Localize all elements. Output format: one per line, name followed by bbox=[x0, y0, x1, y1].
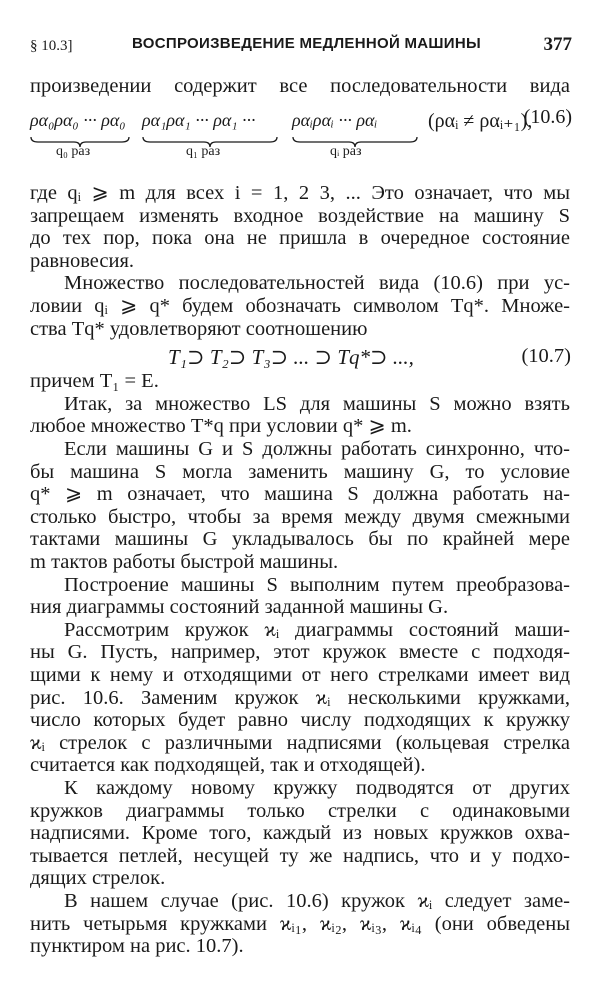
text-line: Множество последовательностей вида (10.6) при ус- bbox=[64, 272, 570, 294]
section-ref: § 10.3] bbox=[30, 38, 73, 54]
text-line: считается как подходящей, так и отходящей). bbox=[30, 754, 426, 776]
underbrace-label-i: qᵢ раз bbox=[330, 144, 362, 159]
equation-10-7: T₁⊃ T₂⊃ T₃⊃ ... ⊃ Tq*⊃ ..., bbox=[168, 345, 414, 369]
text-line: рис. 10.6. Заменим кружок ϰᵢ несколькими кружками, bbox=[30, 687, 570, 709]
underbrace-label-0: q₀ раз bbox=[56, 144, 91, 159]
text-line: столько быстро, чтобы за время между двумя смежными bbox=[30, 506, 570, 528]
text-line: q* ⩾ m означает, что машина S должна работать на- bbox=[30, 483, 570, 505]
text-line: причем T₁ = E. bbox=[30, 370, 159, 392]
text-line: дящих стрелок. bbox=[30, 867, 166, 889]
equation-number: (10.7) bbox=[521, 345, 571, 367]
text-line: ловии qᵢ ⩾ q* будем обозначать символом Tq*. Множе- bbox=[30, 295, 570, 317]
text-line: запрещаем изменять входное воздействие на машину S bbox=[30, 205, 570, 227]
text-line: бы машина S могла заменить машину G, то условие bbox=[30, 461, 570, 483]
formula-group-1: ρα₁ρα₁ ··· ρα₁ ··· bbox=[142, 110, 256, 130]
text-line: кружков диаграммы только стрелки с одинаковыми bbox=[30, 800, 570, 822]
formula-condition: (ραᵢ ≠ ραᵢ₊₁), bbox=[428, 110, 533, 132]
text-line: Итак, за множество LS для машины S можно взять bbox=[64, 393, 570, 415]
underbrace-label-1: q₁ раз bbox=[186, 144, 221, 159]
text-line: Построение машины S выполним путем преобразова- bbox=[64, 574, 570, 596]
text-line: ства Tq* удовлетворяют соотношению bbox=[30, 318, 368, 340]
text-line: число которых будет равно числу подходящих к кружку bbox=[30, 709, 570, 731]
equation-number: (10.6) bbox=[523, 106, 572, 128]
text-line: равновесия. bbox=[30, 250, 135, 272]
formula-10-6 bbox=[30, 106, 572, 166]
text-line: В нашем случае (рис. 10.6) кружок ϰᵢ следует заме- bbox=[64, 890, 570, 912]
chapter-title: ВОСПРОИЗВЕДЕНИЕ МЕДЛЕННОЙ МАШИНЫ bbox=[132, 35, 482, 52]
text-line: К каждому новому кружку подводятся от других bbox=[64, 777, 570, 799]
text-line: произведении содержит все последовательности вида bbox=[30, 75, 570, 97]
text-line: щими к нему и отходящими от него стрелками имеет вид bbox=[30, 664, 570, 686]
text-line: тактами машины G укладывалось бы по крайней мере bbox=[30, 528, 570, 550]
page-number: 377 bbox=[543, 34, 572, 55]
running-header bbox=[30, 34, 572, 58]
text-line: ния диаграммы состояний заданной машины G. bbox=[30, 596, 449, 618]
text-line: нить четырьмя кружками ϰᵢ₁, ϰᵢ₂, ϰᵢ₃, ϰᵢ₄ (они обведены bbox=[30, 913, 570, 935]
formula-group-0: ρα₀ρα₀ ··· ρα₀ bbox=[30, 110, 126, 130]
text-line: тывается петлей, несущей ту же надпись, что и у подхо- bbox=[30, 845, 570, 867]
text-line: ны G. Пусть, например, этот кружок вместе с подходя- bbox=[30, 641, 570, 663]
text-line: до тех пор, пока она не пришла в очередное состояние bbox=[30, 227, 570, 249]
text-line: любое множество T*q при условии q* ⩾ m. bbox=[30, 415, 412, 437]
text-line: где qᵢ ⩾ m для всех i = 1, 2 3, ... Это означает, что мы bbox=[30, 182, 570, 204]
text-line: m тактов работы быстрой машины. bbox=[30, 551, 339, 573]
text-line: пунктиром на рис. 10.7). bbox=[30, 935, 244, 957]
text-line: ϰᵢ стрелок с различными надписями (кольцевая стрелка bbox=[30, 732, 570, 754]
text-line: Рассмотрим кружок ϰᵢ диаграммы состояний маши- bbox=[64, 619, 570, 641]
text-line: надписями. Кроме того, каждый из новых кружков охва- bbox=[30, 822, 570, 844]
formula-group-i: ραᵢραᵢ ··· ραᵢ bbox=[292, 110, 378, 130]
text-line: Если машины G и S должны работать синхронно, что- bbox=[64, 438, 570, 460]
